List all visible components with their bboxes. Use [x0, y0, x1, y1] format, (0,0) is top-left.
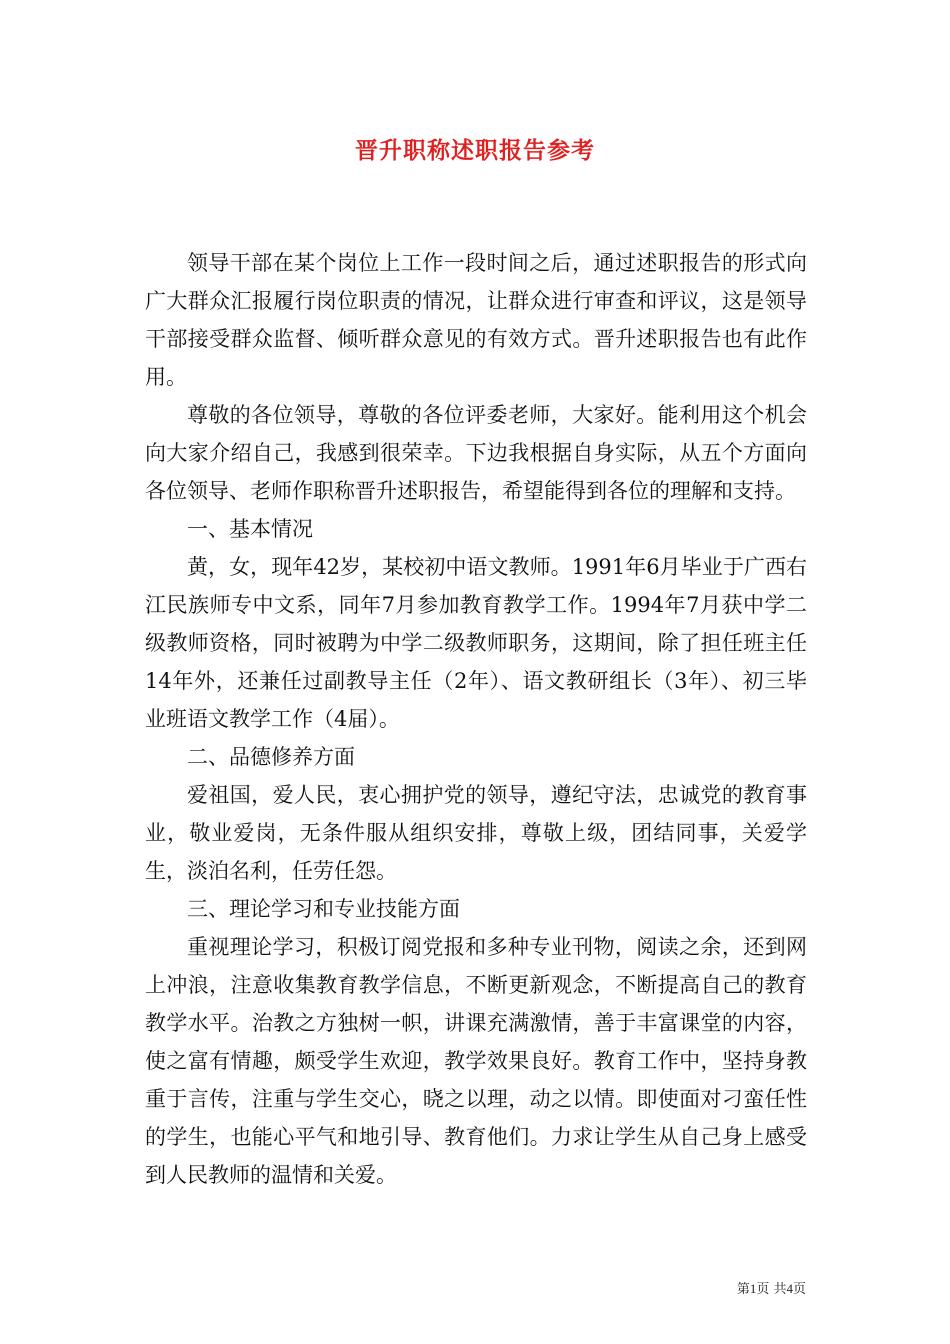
- paragraph-morality: 爱祖国，爱人民，衷心拥护党的领导，遵纪守法，忠诚党的教育事业，敬业爱岗，无条件服从组织安排，尊敬上级，团结同事，关爱学生，淡泊名利，任劳任怨。: [145, 783, 807, 883]
- document-title: 晋升职称述职报告参考: [355, 137, 595, 164]
- footer-total-pages: 4: [786, 1281, 793, 1296]
- paragraph-basic-info: 黄，女，现年42岁，某校初中语文教师。1991年6月毕业于广西右江民族师专中文系，同年7月参加教育教学工作。1994年7月获中学二级教师资格，同时被聘为中学二级教师职务，这期间，除了担任班主任14年外，还兼任过副教导主任（2年）、语文教研组长（3年）、初三毕业班语文教学工作（4届）。: [145, 555, 807, 731]
- footer-suffix: 页: [792, 1282, 806, 1297]
- section-heading-basic-info: 一、基本情况: [187, 517, 313, 541]
- section-heading-theory-skills: 三、理论学习和专业技能方面: [187, 897, 460, 921]
- page-number-footer: [737, 1278, 806, 1297]
- footer-current-page: 1: [749, 1281, 757, 1296]
- paragraph-greeting: 尊敬的各位领导，尊敬的各位评委老师，大家好。能利用这个机会向大家介绍自己，我感到很荣幸。下边我根据自身实际，从五个方面向各位领导、老师作职称晋升述职报告，希望能得到各位的理解和支持。: [145, 403, 807, 503]
- footer-prefix: 第: [736, 1282, 750, 1297]
- document-body: [145, 244, 807, 1194]
- paragraph-theory-skills: 重视理论学习，积极订阅党报和多种专业刊物，阅读之余，还到网上冲浪，注意收集教育教学信息，不断更新观念，不断提高自己的教育教学水平。治教之方独树一帜，讲课充满激情，善于丰富课堂的内容，使之富有情趣，颇受学生欢迎，教学效果良好。教育工作中，坚持身教重于言传，注重与学生交心，晓之以理，动之以情。即使面对刁蛮任性的学生，也能心平气和地引导、教育他们。力求让学生从自己身上感受到人民教师的温情和关爱。: [145, 935, 807, 1187]
- section-heading-morality: 二、品德修养方面: [187, 745, 355, 769]
- footer-middle: 页 共: [756, 1282, 787, 1297]
- paragraph-intro: 领导干部在某个岗位上工作一段时间之后，通过述职报告的形式向广大群众汇报履行岗位职责的情况，让群众进行审查和评议，这是领导干部接受群众监督、倾听群众意见的有效方式。晋升述职报告也有此作用。: [145, 251, 807, 389]
